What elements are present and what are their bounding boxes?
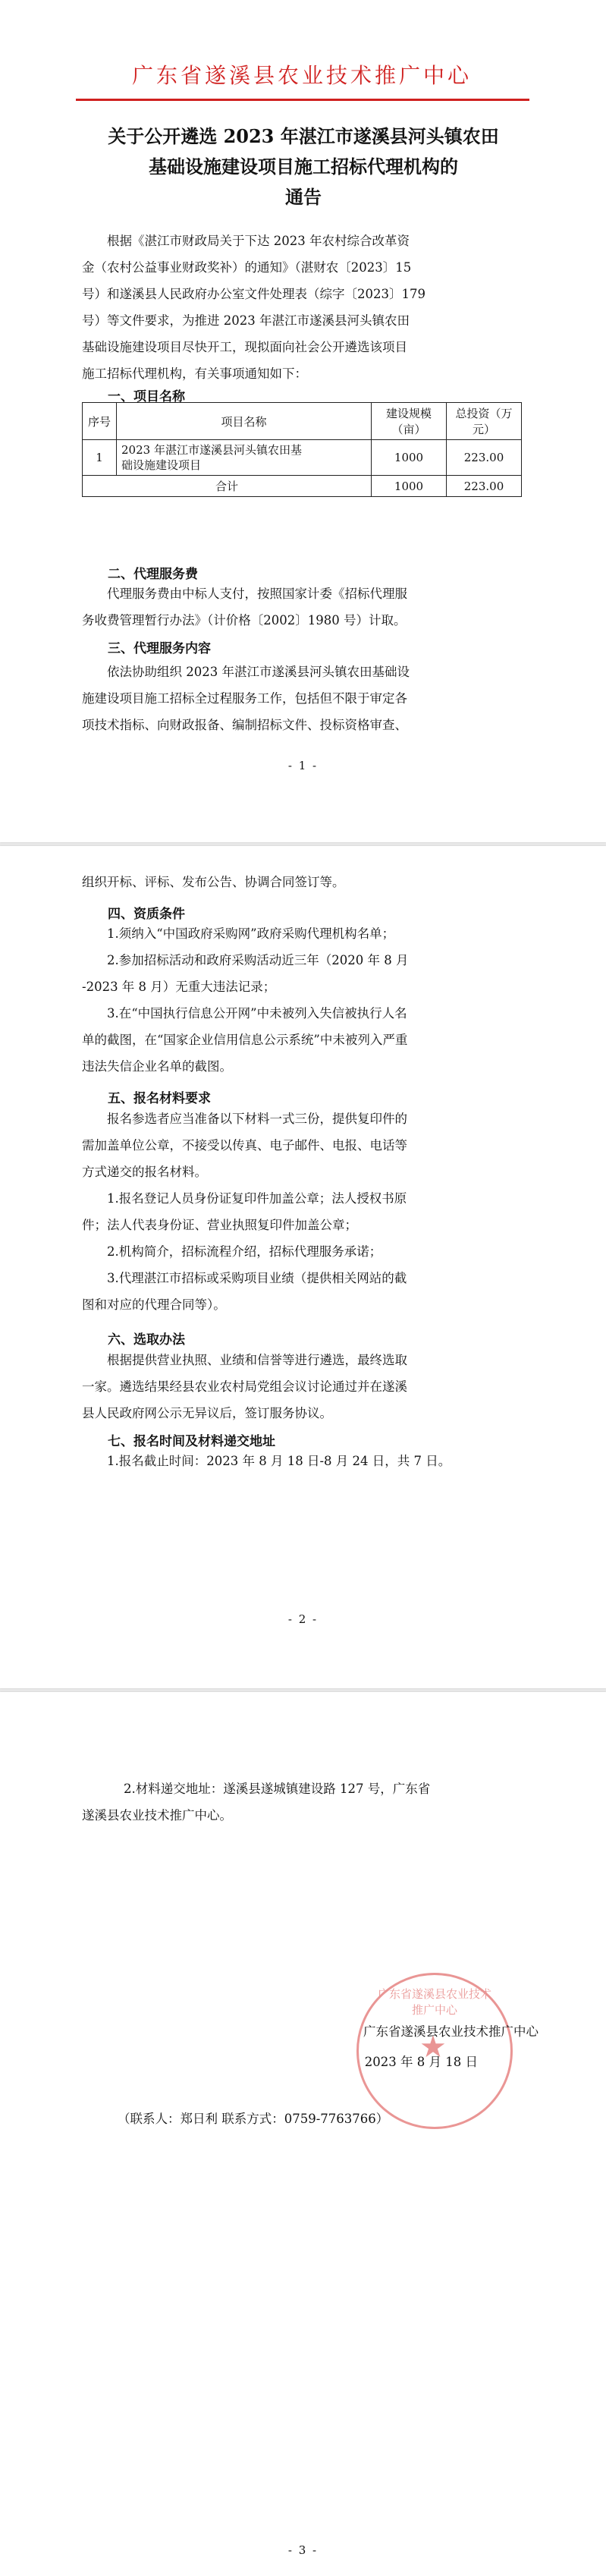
text-line: 单的截图，在“国家企业信用信息公示系统”中未被列入严重 [82,1033,408,1047]
text-line: 3.代理湛江市招标或采购项目业绩（提供相关网站的截 [107,1271,407,1285]
text-line: 2.材料递交地址：遂溪县遂城镇建设路 127 号，广东省 [124,1782,431,1796]
text-line: 2.参加招标活动和政府采购活动近三年（2020 年 8 月 [107,953,409,967]
page-number: - 1 - [287,759,319,772]
th-invest: 总投资（万元） [447,403,522,440]
page-number: - 2 - [287,1612,319,1626]
text-line: 需加盖单位公章，不接受以传真、电子邮件、电报、电话等 [82,1138,407,1153]
text-line: 县人民政府网公示无异议后，签订服务协议。 [82,1406,332,1420]
th-scale: 建设规模（亩） [372,403,447,440]
section-1-heading: 一、项目名称 [108,389,185,404]
text-line: 施工招标代理机构，有关事项通知如下： [82,366,307,381]
page-3 [0,1692,606,2576]
text-line: -2023 年 8 月）无重大违法记录； [82,980,276,994]
section-3-paragraph [82,659,529,738]
text-line: 件；法人代表身份证、营业执照复印件加盖公章； [82,1218,357,1232]
text-line: 施建设项目施工招标全过程服务工作，包括但不限于审定各 [82,691,407,706]
th-no: 序号 [83,403,117,440]
doc-title-line-3: 通告 [285,186,322,208]
section-4-heading: 四、资质条件 [108,907,185,922]
text-line: 报名参选者应当准备以下材料一式三份，提供复印件的 [107,1112,407,1126]
cell-total-scale: 1000 [372,476,447,497]
cell-scale: 1000 [372,440,447,476]
cell-total-invest: 223.00 [447,476,522,497]
seal-text: 广东省遂溪县农业技术推广中心 [377,1987,491,2017]
section-6-heading: 六、选取办法 [108,1332,185,1348]
section-2-paragraph [82,580,529,634]
contact-info: （联系人：郑日利 联系方式：0759-7763766） [118,2112,389,2126]
section-7-heading: 七、报名时间及材料递交地址 [108,1434,275,1449]
cell-project-name [117,440,372,476]
section-2-heading: 二、代理服务费 [108,567,198,582]
table-total-row [83,476,522,497]
signature-org: 广东省遂溪县农业技术推广中心 [363,2024,538,2039]
doc-title-line-1: 关于公开遴选 2023 年湛江市遂溪县河头镇农田 [108,125,499,147]
text-line: 1.报名登记人员身份证复印件加盖公章；法人授权书原 [107,1191,407,1206]
project-table [82,402,522,497]
text-line: 项技术指标、向财政报备、编制招标文件、投标资格审查、 [82,718,407,732]
text-line: 图和对应的代理合同等）。 [82,1297,226,1312]
section-4-paragraph [82,920,529,1080]
project-name-line-1: 2023 年湛江市遂溪县河头镇农田基 [121,443,302,457]
cell-no: 1 [83,440,117,476]
cell-total-label: 合计 [83,476,372,497]
org-header: 广东省遂溪县农业技术推广中心 [131,63,472,88]
page-number: - 3 - [287,2543,319,2557]
text-line: 3.在“中国执行信息公开网”中未被列入失信被执行人名 [107,1006,407,1021]
text-line: 依法协助组织 2023 年湛江市遂溪县河头镇农田基础设 [107,665,410,679]
text-line: 金（农村公益事业财政奖补）的通知》（湛财农〔2023〕15 [82,260,412,275]
section-7-address [82,1776,529,1829]
section-7-deadline: 1.报名截止时间：2023 年 8 月 18 日-8 月 24 日，共 7 日。 [107,1454,451,1468]
table-header-row [83,403,522,440]
signature-date: 2023 年 8 月 18 日 [364,2055,478,2069]
section-5-paragraph [82,1106,529,1318]
text-line: 2.机构简介，招标流程介绍，招标代理服务承诺； [107,1244,382,1259]
th-name: 项目名称 [117,403,372,440]
section-3-heading: 三、代理服务内容 [108,641,211,656]
text-line: 一家。遴选结果经县农业农村局党组会议讨论通过并在遂溪 [82,1379,407,1394]
project-name-line-2: 础设施建设项目 [121,458,202,472]
text-line: 号）等文件要求，为推进 2023 年湛江市遂溪县河头镇农田 [82,313,410,328]
section-6-paragraph [82,1347,529,1426]
text-line: 根据提供营业执照、业绩和信誉等进行遴选，最终选取 [107,1353,407,1367]
cell-invest: 223.00 [447,440,522,476]
header-rule [76,99,529,101]
text-line: 基础设施建设项目尽快开工，现拟面向社会公开遴选该项目 [82,340,407,354]
page-2 [0,846,606,1688]
text-line: 1.须纳入“中国政府采购网”政府采购代理机构名单； [107,926,395,941]
section-5-heading: 五、报名材料要求 [108,1091,211,1106]
text-line: 务收费管理暂行办法》（计价格〔2002〕1980 号）计取。 [82,613,407,627]
table-row [83,440,522,476]
text-line: 遂溪县农业技术推广中心。 [82,1808,232,1823]
text-line: 方式递交的报名材料。 [82,1165,207,1179]
text-line: 代理服务费由中标人支付，按照国家计委《招标代理服 [107,587,407,601]
page-1 [0,0,606,842]
seal-star-icon: ★ [419,2030,447,2065]
intro-paragraph [82,228,529,387]
doc-title-line-2: 基础设施建设项目施工招标代理机构的 [149,156,458,178]
text-line: 号）和遂溪县人民政府办公室文件处理表（综字〔2023〕179 [82,287,425,301]
section-3-continued: 组织开标、评标、发布公告、协调合同签订等。 [82,875,345,889]
text-line: 根据《湛江市财政局关于下达 2023 年农村综合改革资 [107,234,410,248]
text-line: 违法失信企业名单的截图。 [82,1059,232,1074]
